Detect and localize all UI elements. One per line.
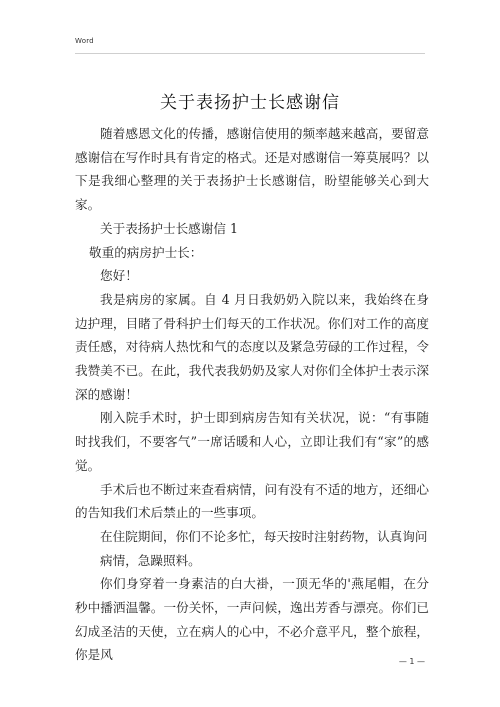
document-title: 关于表扬护士长感谢信: [160, 93, 340, 114]
body-paragraph: 病情，急躁照料。: [100, 552, 201, 568]
intro-paragraph: 随着感恩文化的传播，感谢信使用的频率越来越高，要留意感谢信在写作时具有肯定的格式。还是对感谢信一筹莫展吗？以下是我细心整理的关于表扬护士长感谢信，盼望能够关心到大家。: [75, 126, 429, 213]
document-body: [75, 122, 429, 667]
section-heading: 关于表扬护士长感谢信 1: [100, 220, 238, 236]
header-label: Word: [75, 37, 94, 45]
body-paragraph: 在住院期间，你们不论多忙，每天按时注射药物，认真询问: [100, 528, 428, 544]
body-paragraph: 手术后也不断过来查看病情，问有没有不适的地方，还细心的告知我们术后禁止的一些事项。: [75, 481, 429, 521]
body-paragraph: 我是病房的家属。自 4 月日我奶奶入院以来，我始终在身边护理，目睹了骨科护士们每天的工作状况。你们对工作的高度责任感，对待病人热忱和气的态度以及紧急劳碌的工作过程，令我赞美不已。在此，我代表我奶奶及家人对你们全体护士表示深深的感谢！: [75, 291, 429, 402]
page-number: — 1 —: [398, 657, 425, 666]
body-paragraph: 你们身穿着一身素洁的白大褂，一顶无华的'燕尾帽，在分秒中播洒温馨。一份关怀，一声问候，逸出芳香与漂亮。你们已幻成圣洁的天使，立在病人的心中，不必介意平凡，整个旅程，你是风: [75, 576, 429, 663]
header-divider: [75, 53, 425, 54]
salutation: 敬重的病房护士长：: [89, 244, 203, 260]
body-paragraph: 刚入院手术时，护士即到病房告知有关状况，说：“有事随时找我们，不要客气”一席话暖和人心，立即让我们有“家”的感觉。: [75, 410, 429, 473]
greeting: 您好！: [100, 268, 138, 284]
